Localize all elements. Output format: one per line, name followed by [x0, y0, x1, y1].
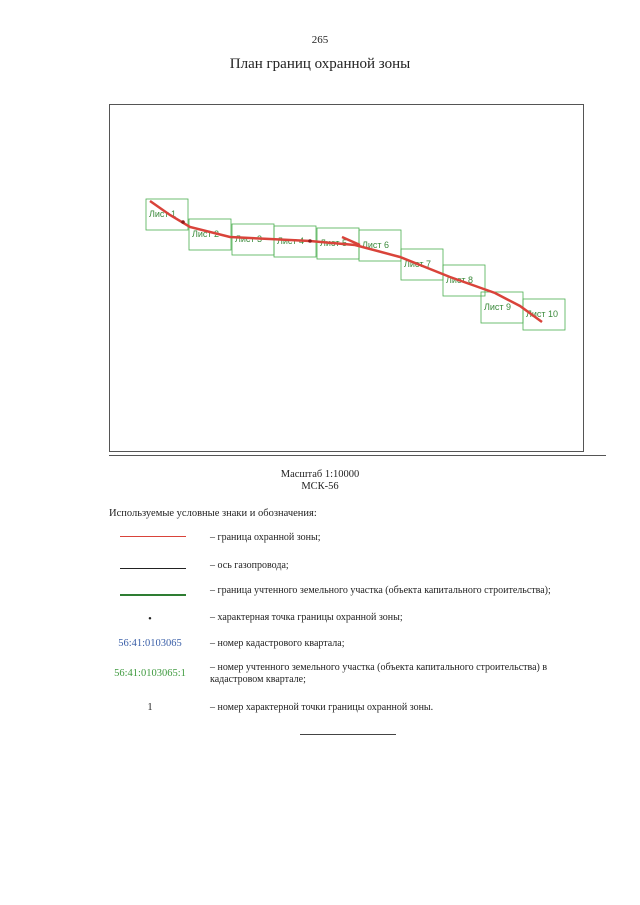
page-number: 265: [311, 34, 329, 46]
sheet-label: Лист 9: [484, 302, 512, 312]
parcel-boundary-line-symbol: [120, 594, 186, 596]
sheet-label: Лист 10: [526, 309, 559, 319]
sheet-label: Лист 4: [277, 236, 305, 246]
map-frame: [109, 104, 584, 452]
sheet-frames: [146, 199, 565, 330]
pipeline-axis-line-symbol: [120, 568, 186, 569]
legend-description: – номер кадастрового квартала;: [210, 638, 345, 649]
sheet-label: Лист 8: [446, 275, 474, 285]
legend-description: – характерная точка границы охранной зоны;: [210, 612, 403, 623]
legend-description: – ось газопровода;: [210, 560, 289, 571]
sheet-label: Лист 7: [404, 259, 432, 269]
bottom-rule: [300, 734, 396, 735]
sheet-label: Лист 1: [149, 209, 177, 219]
sheet-label: Лист 2: [192, 229, 220, 239]
legend-description: – номер характерной точки границы охранной зоны.: [210, 702, 434, 713]
sheet-label: Лист 6: [362, 240, 390, 250]
scale-label: Масштаб 1:10000: [280, 469, 360, 480]
characteristic-point: [181, 220, 185, 224]
quarter-number-symbol: 56:41:0103065: [118, 638, 182, 649]
map-bottom-rule: [109, 455, 606, 456]
characteristic-point: [308, 239, 312, 243]
page-title: План границ охранной зоны: [229, 56, 411, 72]
zone-boundary-line-symbol: [120, 536, 186, 537]
sheet-label: Лист 3: [235, 234, 263, 244]
legend-description: – номер учтенного земельного участка (объекта капитального строительства) в кадастровом квартале;: [210, 662, 548, 685]
crs-label: МСК-56: [301, 481, 339, 492]
map-drawing: [110, 105, 585, 453]
point-number-symbol: 1: [147, 702, 153, 713]
legend-description: – граница учтенного земельного участка (объекта капитального строительства);: [210, 585, 551, 596]
point-symbol: •: [148, 614, 152, 625]
parcel-number-symbol: 56:41:0103065:1: [114, 668, 186, 679]
legend-heading: Используемые условные знаки и обозначения:: [109, 508, 317, 519]
legend-description: – граница охранной зоны;: [210, 532, 321, 543]
sheet-label: Лист 5: [320, 238, 348, 248]
